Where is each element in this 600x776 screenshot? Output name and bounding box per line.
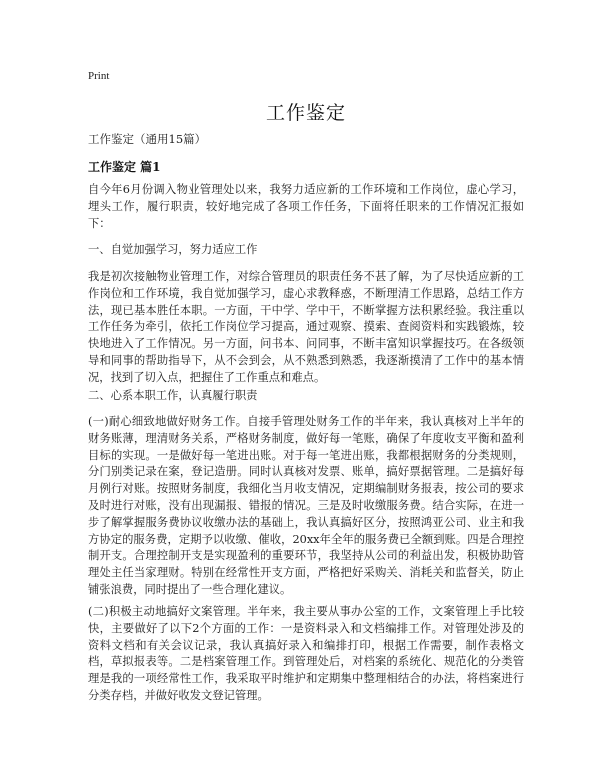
heading-duties: 二、心系本职工作，认真履行职责: [88, 389, 258, 402]
document-title: 工作鉴定: [265, 102, 346, 124]
heading-study: 一、自觉加强学习，努力适应工作: [88, 243, 258, 256]
print-label: Print: [88, 70, 110, 82]
section-heading: 工作鉴定 篇1: [88, 160, 161, 174]
paragraph-intro: 自今年6月份调入物业管理处以来，我努力适应新的工作环境和工作岗位，虚心学习，埋头工作，履行职责，较好地完成了各项工作任务，下面将任职来的工作情况汇报如下：: [88, 183, 524, 230]
paragraph-study: 我是初次接触物业管理工作，对综合管理员的职责任务不甚了解，为了尽快适应新的工作岗位和工作环境，我自觉加强学习，虚心求教释惑，不断理清工作思路，总结工作方法，现已基本胜任本职。一方面，干中学、学中干，不断掌握方法积累经验。我注重以工作任务为牵引，依托工作岗位学习提高，通过观察、摸索、查阅资料和实践锻炼，较快地进入了工作情况。另一方面，问书本、问同事，不断丰富知识掌握技巧。在各级领导和同事的帮助指导下，从不会到会，从不熟悉到熟悉，我逐渐摸清了工作中的基本情况，找到了切入点，把握住了工作重点和难点。: [88, 270, 524, 384]
document-subtitle: 工作鉴定（通用15篇）: [88, 132, 207, 146]
paragraph-documents: (二)积极主动地搞好文案管理。半年来，我主要从事办公室的工作，文案管理上手比较快，主要做好了以下2个方面的工作：一是资料录入和文档编排工作。对管理处涉及的资料文档和有关会议记录，我认真搞好录入和编排打印，根据工作需要，制作表格文档，草拟报表等。二是档案管理工作。到管理处后，对档案的系统化、规范化的分类管理是我的一项经常性工作，我采取平时维护和定期集中整理相结合的办法，将档案进行分类存档，并做好收发文登记管理。: [88, 605, 524, 702]
paragraph-finance: (一)耐心细致地做好财务工作。自接手管理处财务工作的半年来，我认真核对上半年的财务账薄，理清财务关系，严格财务制度，做好每一笔账，确保了年度收支平衡和盈利目标的实现。一是做好每一笔进出账。对于每一笔进出账，我都根据财务的分类规则，分门别类记录在案，登记造册。同时认真核对发票、账单，搞好票据管理。二是搞好每月例行对账。按照财务制度，我细化当月收支情况，定期编制财务报表，按公司的要求及时进行对账，没有出现漏报、错报的情况。三是及时收缴服务费。结合实际，在进一步了解掌握服务费协议收缴办法的基础上，我认真搞好区分，按照鸿亚公司、业主和我方协定的服务费，定期予以收缴、催收，20xx年全年的服务费已全额到账。四是合理控制开支。合理控制开支是实现盈利的重要环节，我坚持从公司的利益出发，积极协助管理处主任当家理财。特别在经常性开支方面，严格把好采购关、消耗关和监督关，防止铺张浪费，同时提出了一些合理化建议。: [88, 415, 524, 596]
